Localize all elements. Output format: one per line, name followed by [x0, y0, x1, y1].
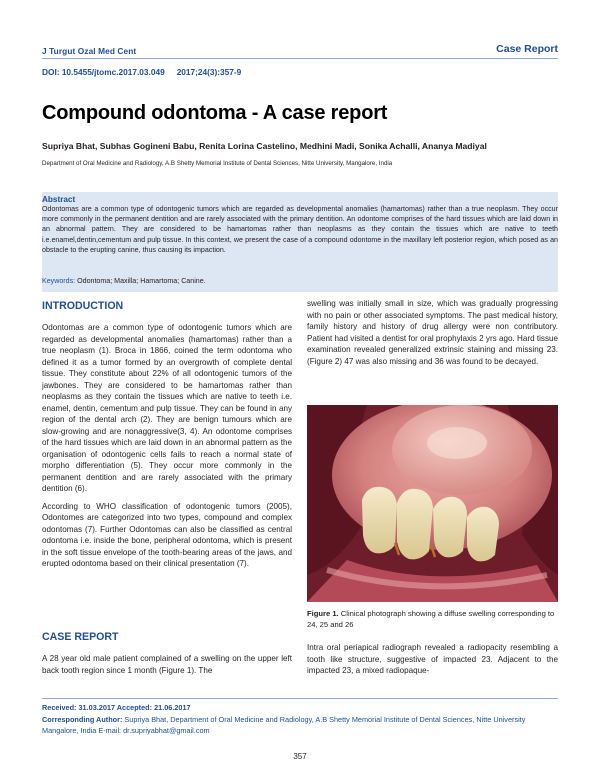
figure-caption-text: Clinical photograph showing a diffuse swelling corresponding to 24, 25 and 26	[307, 609, 555, 629]
author-list: Supriya Bhat, Subhas Gogineni Babu, Renita Lorina Castelino, Medhini Madi, Sonika Achalli, Ananya Madiyal	[42, 141, 487, 151]
corresponding-author	[42, 715, 558, 736]
corresponding-text: Supriya Bhat, Department of Oral Medicine and Radiology, A.B Shetty Memorial Institute of Dental Sciences, Nitte University Mangalore, India E-mail: dr.supriyabhat@gmail.com	[42, 715, 526, 735]
corresponding-label: Corresponding Author:	[42, 715, 123, 724]
right-column-paragraph-1: swelling was initially small in size, which was gradually progressing with no pain or other associated symptoms. The past medical history, family history and history of drug allergy were non contributory. Patient had visited a dentist for oral prophylaxis 2 yrs ago. Hard tissue examination revealed generalized extrinsic staining and missing 23. (Figure 2) 47 was also missing and 36 was found to be decayed.	[307, 299, 558, 366]
case-report-heading: CASE REPORT	[42, 631, 119, 643]
intro-heading: INTRODUCTION	[42, 300, 124, 312]
keywords-list: Odontoma; Maxilla; Hamartoma; Canine.	[77, 277, 206, 285]
abstract-text: Odontomas are a common type of odontogenic tumors which are regarded as developmental anomalies (hamartomas) rather than a true neoplasm. They occur more commonly in the permanent dentition and are rarely associated with the primary dentition. An odontome comprises of the hard tissues which are laid down in an abnormal pattern. They are considered to be hamartomas rather than neoplasms as they contain the tissues which are native to teeth i.e.enamel,dentin,cementum and pulp tissue. In this context, we present the case of a compound odontome in the maxillary left posterior region, which posed as an obstacle to the erupting canine, thus causing its impaction.	[42, 205, 558, 254]
header-rule	[42, 58, 558, 59]
affiliation: Department of Oral Medicine and Radiology, A.B Shetty Memorial Institute of Dental Sciences, Nitte University, Mangalore, India	[42, 160, 393, 167]
page-number: 357	[293, 752, 307, 761]
figure-caption	[307, 609, 558, 630]
clinical-photo-drawing	[307, 405, 558, 602]
clinical-photo	[307, 405, 558, 602]
intro-paragraph-1: Odontomas are a common type of odontogenic tumors which are regarded as developmental anomalies (hamartomas) rather than a true neoplasm (1). Broca in 1866, coined the term odontoma who defined it as a tumor formed by an overgrowth of complete dental tissue. They constitute about 22% of all odontogenic tumors of the jawbones. They are considered to be hamartomas rather than neoplasms as they contain the tissues which are native to teeth i.e. enamel, dentin, cementum and pulp tissue. They can be found in any region of the dental arch (2). They are benign tumours which are slow-growing and are nonaggressive(3, 4). An odontome comprises of the hard tissues which are laid down in an abnormal pattern as the organisation of odontogenic cells fails to reach a normal state of morpho differentiation (5). They occur more commonly in the permanent dentition and are rarely associated with the primary dentition (6).	[42, 323, 292, 493]
left-column	[42, 322, 292, 576]
abstract-heading: Abstract	[42, 195, 76, 204]
received-dates: Received: 31.03.2017 Accepted: 21.06.2017	[42, 703, 191, 712]
doi-link[interactable]: DOI: 10.5455/jtomc.2017.03.049	[42, 67, 165, 77]
volume-info: 2017;24(3):357-9	[176, 67, 242, 77]
journal-name: J Turgut Ozal Med Cent	[42, 46, 137, 56]
figure-label: Figure 1.	[307, 609, 339, 618]
keywords	[42, 277, 206, 285]
doi-line	[42, 67, 241, 77]
article-type-label: Case Report	[496, 43, 558, 55]
case-report-paragraph: A 28 year old male patient complained of a swelling on the upper left back tooth region since 1 month (Figure 1). The	[42, 654, 292, 675]
intro-paragraph-2: According to WHO classification of odontogenic tumors (2005), Odontomes are categorized into two types, compound and complex odontomas (7). Further Odontomas can also be classified as central odontoma i.e. inside the bone, peripheral odontoma, which is present in the soft tissue envelope of the tooth-bearing areas of the jaws, and erupted odontoma based on their clinical presentation (7).	[42, 501, 292, 568]
page-title: Compound odontoma - A case report	[42, 102, 388, 124]
keywords-label: Keywords:	[42, 277, 76, 285]
right-column-paragraph-2: Intra oral periapical radiograph revealed a radiopacity resembling a tooth like structure, suggestive of impacted 23. Adjacent to the impacted 23, a mixed radiopaque-	[307, 643, 558, 675]
footer-rule	[42, 698, 558, 699]
